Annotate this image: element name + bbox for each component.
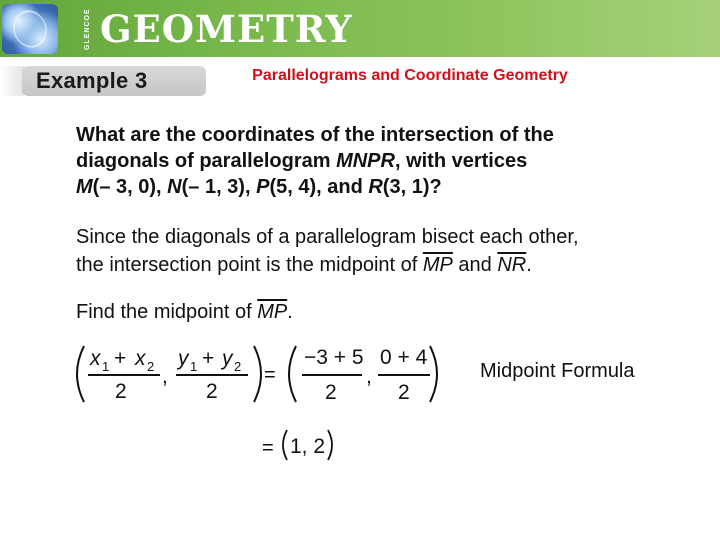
plus-sign: + bbox=[202, 347, 215, 370]
denominator: 2 bbox=[115, 380, 127, 403]
comma: , bbox=[162, 365, 168, 388]
result-paren-right bbox=[328, 430, 332, 460]
question-text-part: diagonals of parallelogram bbox=[76, 150, 337, 172]
x1-var: x bbox=[90, 347, 101, 370]
explanation-text-part: the intersection point is the midpoint of bbox=[76, 254, 423, 276]
vertex-p-coords: (5, 4), and bbox=[269, 176, 369, 198]
paren-right bbox=[430, 346, 437, 402]
comma: , bbox=[366, 365, 372, 388]
vertex-r-coords: (3, 1)? bbox=[382, 176, 442, 198]
numerator-x: −3 + 5 bbox=[304, 346, 364, 369]
vertex-r-label: R bbox=[368, 176, 383, 198]
vertex-m-label: M bbox=[76, 176, 93, 198]
segment-nr: $\overline{NR}$ bbox=[497, 254, 527, 276]
numerator-y: 0 + 4 bbox=[380, 346, 428, 369]
step-text-part: Find the midpoint of bbox=[76, 301, 258, 323]
formula-note: Midpoint Formula bbox=[480, 360, 635, 382]
vertex-p-label: P bbox=[256, 176, 270, 198]
lesson-title: Parallelograms and Coordinate Geometry bbox=[252, 67, 568, 84]
explanation-text-part: . bbox=[526, 254, 532, 276]
equals-sign: = bbox=[264, 364, 276, 386]
question-text-part: , with vertices bbox=[394, 150, 528, 172]
y1-subscript: 1 bbox=[190, 359, 198, 374]
vertex-n-label: N bbox=[167, 176, 182, 198]
question-line-1: What are the coordinates of the intersection of the bbox=[76, 124, 554, 146]
publisher-logo: GLENCOE bbox=[84, 8, 91, 50]
brand-title: GEOMETRY bbox=[100, 7, 353, 51]
segment-mp: $\overline{MP}$ bbox=[422, 254, 453, 276]
x2-subscript: 2 bbox=[147, 359, 155, 374]
denominator: 2 bbox=[206, 380, 218, 403]
denominator: 2 bbox=[398, 381, 410, 404]
plus-sign: + bbox=[114, 347, 127, 370]
x2-var: x bbox=[135, 347, 146, 370]
paren-right bbox=[254, 346, 261, 402]
example-label: Example 3 bbox=[36, 68, 148, 93]
x1-subscript: 1 bbox=[102, 359, 110, 374]
step-text-part: . bbox=[287, 301, 293, 323]
y2-subscript: 2 bbox=[234, 359, 242, 374]
result-value: 1, 2 bbox=[290, 435, 326, 458]
paren-left bbox=[289, 346, 296, 402]
y1-var: y bbox=[178, 347, 189, 370]
step-segment-mp: $\overline{MP}$ bbox=[257, 301, 288, 323]
parallelogram-name: MNPR bbox=[336, 150, 395, 172]
result-equals-sign: = bbox=[262, 437, 274, 459]
paren-left bbox=[77, 346, 84, 402]
explanation-text-part: and bbox=[452, 254, 498, 276]
denominator: 2 bbox=[325, 381, 337, 404]
explanation-line-1: Since the diagonals of a parallelogram bisect each other, bbox=[76, 226, 579, 248]
vertex-m-coords: (– 3, 0), bbox=[92, 176, 168, 198]
vertex-n-coords: (– 1, 3), bbox=[181, 176, 257, 198]
y2-var: y bbox=[222, 347, 233, 370]
result-paren-left bbox=[283, 430, 287, 460]
